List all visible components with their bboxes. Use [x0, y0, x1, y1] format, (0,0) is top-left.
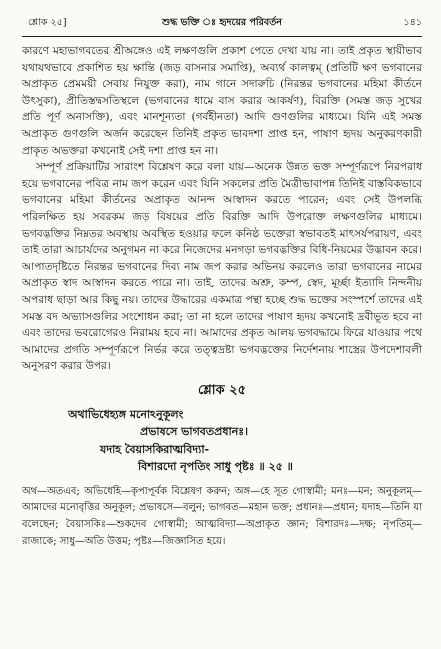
- page-header: [22, 16, 422, 34]
- word-meanings: অথ—অতএব; অভিধেহি—কৃপাপূর্বক বিশ্লেষণ করুন; অঙ্গ—হে সূত গোস্বামী; মনঃ—মন; অনুকূলম্—আমাদের মনোবৃত্তির অনুকূল; প্রভাষসে—বলুন; ভাগবত—মহান ভক্ত; প্রধানঃ—প্রধান; যদাহ—তিনি যা বলেছেন; বৈয়াসকিঃ—শুকদেব গোস্বামী; আত্মবিদ্যা—অপ্রাকৃত জ্ঞান; বিশারদঃ—দক্ষ; নৃপতিম্—রাজাকে; সাধু—অতি উত্তম; পৃষ্টঃ—জিজ্ঞাসিত হয়ে।: [22, 485, 422, 547]
- verse-reference: শ্লোক ২৫]: [28, 17, 67, 28]
- verse-line: যদাহ বৈয়াসকিরাত্মবিদ্যা-: [100, 442, 210, 456]
- page-number: ১৪১: [403, 17, 422, 28]
- verse-text: [22, 406, 422, 476]
- verse-line: বিশারদো নৃপতিং সাধু পৃষ্টঃ ॥ ২৫ ॥: [138, 460, 293, 474]
- paragraph: সম্পূর্ণ প্রক্রিয়াটির সারাংশ বিশ্লেষণ করে বলা যায়—অনেক উন্নত ভক্ত সম্পূর্ণরূপে নিরপরাধ হয়ে ভগবানের পবিত্র নাম জপ করেন এবং যিনি সকলের প্রতি মৈত্রীভাবাপন্ন তিনিই বাস্তবিকভাবে ভগবানের মহিমা কীর্তনের অপ্রাকৃত আনন্দ আস্বাদন করতে পারেন; এবং সেই উপলব্ধি পরিলক্ষিত হয় সবরকম জড় বিষয়ের প্রতি বিরক্তি আদি উপরোক্ত লক্ষণগুলির মাধ্যমে। ভগবদ্ভক্তির নিম্নতর অবস্থায় অবস্থিত হওয়ার ফলে কনিষ্ঠ ভক্তেরা স্বভাবতই মাৎসর্যপরায়ণ, এবং তাই তারা আচার্যদের অনুগমন না করে নিজেদের মনগড়া ভগবদ্ভক্তির বিধি-নিয়মের উদ্ভাবন করে। আপাতদৃষ্টিতে নিরন্তর ভগবানের দিব্য নাম জপ করার অভিনয় করলেও তারা ভগবানের নামের অপ্রাকৃত স্বাদ আস্বাদন করতে পারে না। তাই, তাদের অশ্রু, কম্প, স্বেদ, মূর্চ্ছা ইত্যাদি নিন্দনীয় অপরাধ ছাড়া আর কিছু নয়। তাদের উদ্ধারের একমাত্র পন্থা হচ্ছে শুদ্ধ ভক্তের সংস্পর্শে তাদের এই সমস্ত বদ অভ্যাসগুলির সংশোধন করা; তা না হলে তাদের পাষাণ হৃদয় কখনোই দ্রবীভূত হবে না এবং তাদের ভবরোগেরও নিরাময় হবে না। আমাদের প্রকৃত আলয় ভগবদ্ধামে ফিরে যাওয়ার পথে আমাদের প্রগতি সম্পূর্ণরূপে নির্ভর করে তত্ত্বদ্রষ্টা ভগবদ্ভক্তের নির্দেশনায় শাস্ত্রের উপদেশাবলী অনুসরণ করার উপর।: [22, 161, 422, 373]
- header-rule: [22, 36, 422, 37]
- verse-line: প্রভাষসে ভাগবতপ্রধানঃ।: [140, 425, 249, 439]
- purport-text: [22, 43, 422, 375]
- book-page: [22, 16, 422, 550]
- paragraph: কারণে মহাভাগবতের শ্রীঅঙ্গেও এই লক্ষণগুলি প্রকাশ পেতে দেখা যায় না। তাই প্রকৃত স্থায়ীভাব যথাযথভাবে প্রকাশিত হয় ক্ষান্তি (জড় বাসনার সমাপ্তি), অব্যর্থ কালত্বম্ (প্রতিটি ক্ষণ ভগবানের অপ্রাকৃত প্রেমময়ী সেবায় নিযুক্ত করা), নাম গানে সদারুচি (নিরন্তর ভগবানের মহিমা কীর্তনে উৎসুকা), প্রীতিস্তদ্বসতিস্থলে (ভগবানের ধামে বাস করার আকর্ষণ), বিরক্তি (সমস্ত জড় সুখের প্রতি পূর্ণ অনাসক্তি), এবং মানশূন্যতা (গর্বহীনতা) আদি গুণগুলির মাধ্যমে। যিনি এই সমস্ত অপ্রাকৃত গুণগুলি অর্জন করেছেন তিনিই প্রকৃত ভাবদশা প্রাপ্ত হন, পাষাণ হৃদয় অনুকরণকারী প্রাকৃত অভক্তরা কখনোই সেই দশা প্রাপ্ত হন না।: [22, 45, 422, 157]
- chapter-title: শুদ্ধ ভক্তি ঃ হৃদয়ের পরিবর্তন: [162, 17, 282, 28]
- verse-title: শ্লোক ২৫: [197, 382, 247, 398]
- verse-line: অথাভিধেহ্যঙ্গ মনোঽনুকূলং: [68, 407, 184, 421]
